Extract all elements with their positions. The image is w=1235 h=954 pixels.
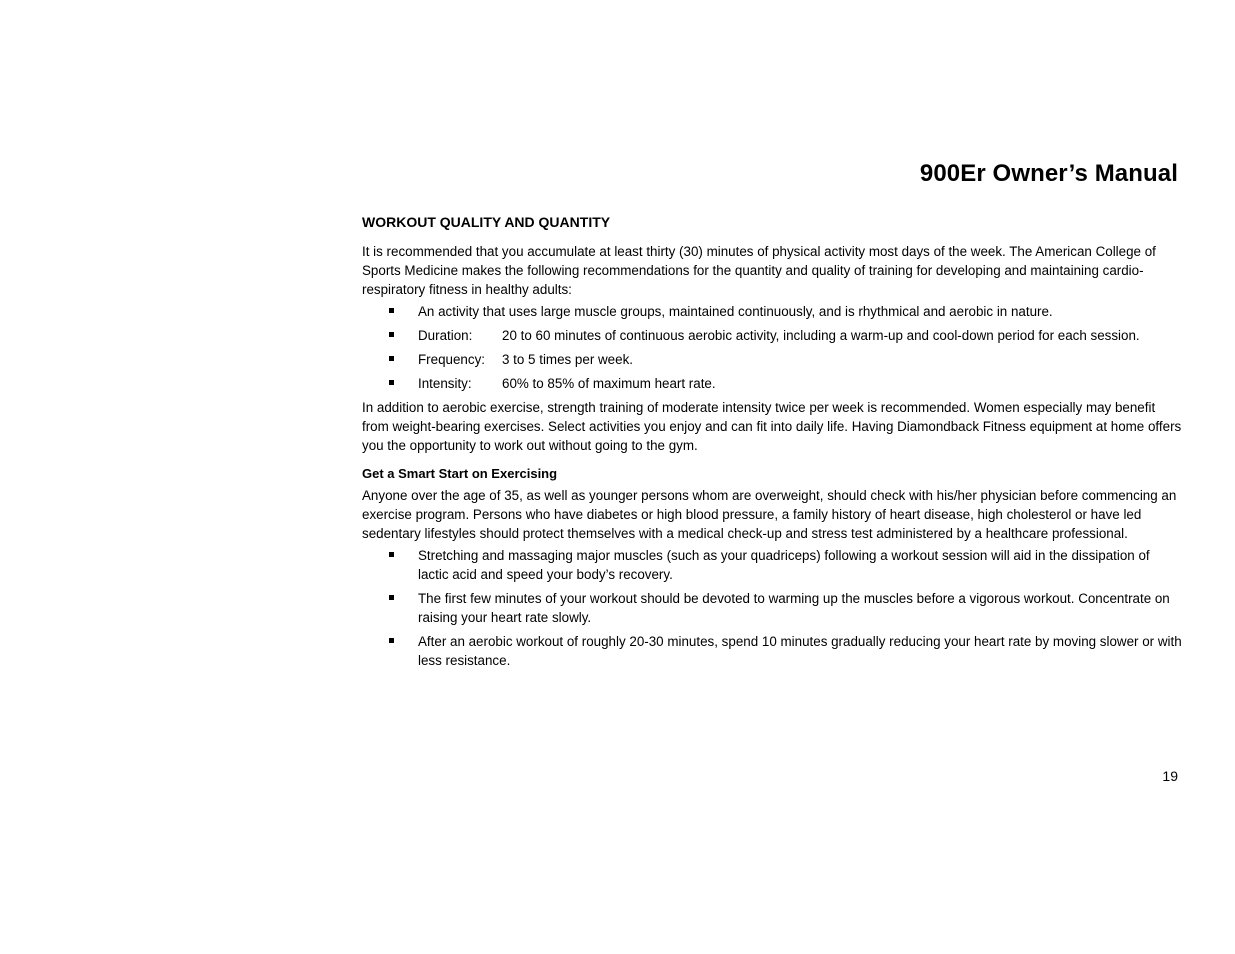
recommendation-term: Duration: xyxy=(418,328,473,343)
list-item xyxy=(362,589,1182,627)
recommendations-list xyxy=(362,302,1182,393)
manual-title: 900Er Owner’s Manual xyxy=(919,160,1178,187)
page-number: 19 xyxy=(1162,768,1178,784)
bullet-icon xyxy=(389,356,394,361)
recommendation-text: An activity that uses large muscle groups, maintained continuously, and is rhythmical and aerobic in nature. xyxy=(418,304,1053,319)
section-heading: WORKOUT QUALITY AND QUANTITY xyxy=(362,214,611,230)
recommendation-text: 60% to 85% of maximum heart rate. xyxy=(502,376,716,391)
recommendation-text: 3 to 5 times per week. xyxy=(502,352,633,367)
bullet-icon xyxy=(389,552,394,557)
list-item xyxy=(362,350,1182,369)
recommendation-text: 20 to 60 minutes of continuous aerobic activity, including a warm-up and cool-down period for each session. xyxy=(502,328,1140,343)
subsection-heading: Get a Smart Start on Exercising xyxy=(362,466,558,481)
list-item xyxy=(362,326,1182,345)
tip-text: The first few minutes of your workout should be devoted to warming up the muscles before a vigorous workout. Concentrate on raising your heart rate slowly. xyxy=(418,591,1170,625)
tip-text: Stretching and massaging major muscles (such as your quadriceps) following a workout session will aid in the dissipation of lactic acid and speed your body’s recovery. xyxy=(418,548,1150,582)
definition-row xyxy=(418,350,1182,369)
list-item xyxy=(362,374,1182,393)
definition-row xyxy=(418,326,1182,345)
list-item xyxy=(362,632,1182,670)
recommendation-term: Frequency: xyxy=(418,352,485,367)
bullet-icon xyxy=(389,332,394,337)
strength-paragraph: In addition to aerobic exercise, strength training of moderate intensity twice per week is recommended. Women especially may benefit from weight-bearing exercises. Select activities you enjoy and can fit into daily life. Having Diamondback Fitness equipment at home offers you the opportunity to work out without going to the gym. xyxy=(362,400,1182,453)
definition-row xyxy=(418,374,1182,393)
bullet-icon xyxy=(389,638,394,643)
tips-list xyxy=(362,546,1182,670)
page-content xyxy=(362,213,1182,675)
bullet-icon xyxy=(389,308,394,313)
list-item xyxy=(362,546,1182,584)
bullet-icon xyxy=(389,380,394,385)
list-item xyxy=(362,302,1182,321)
intro-paragraph: It is recommended that you accumulate at least thirty (30) minutes of physical activity most days of the week. The American College of Sports Medicine makes the following recommendations for the quantity and quality of training for developing and maintaining cardio-respiratory fitness in healthy adults: xyxy=(362,244,1156,297)
tip-text: After an aerobic workout of roughly 20-30 minutes, spend 10 minutes gradually reducing your heart rate by moving slower or with less resistance. xyxy=(418,634,1182,668)
recommendation-term: Intensity: xyxy=(418,376,472,391)
bullet-icon xyxy=(389,595,394,600)
smart-start-paragraph: Anyone over the age of 35, as well as younger persons whom are overweight, should check with his/her physician before commencing an exercise program. Persons who have diabetes or high blood pressure, a family history of heart disease, high cholesterol or have led sedentary lifestyles should protect themselves with a medical check-up and stress test administered by a healthcare professional. xyxy=(362,488,1177,541)
